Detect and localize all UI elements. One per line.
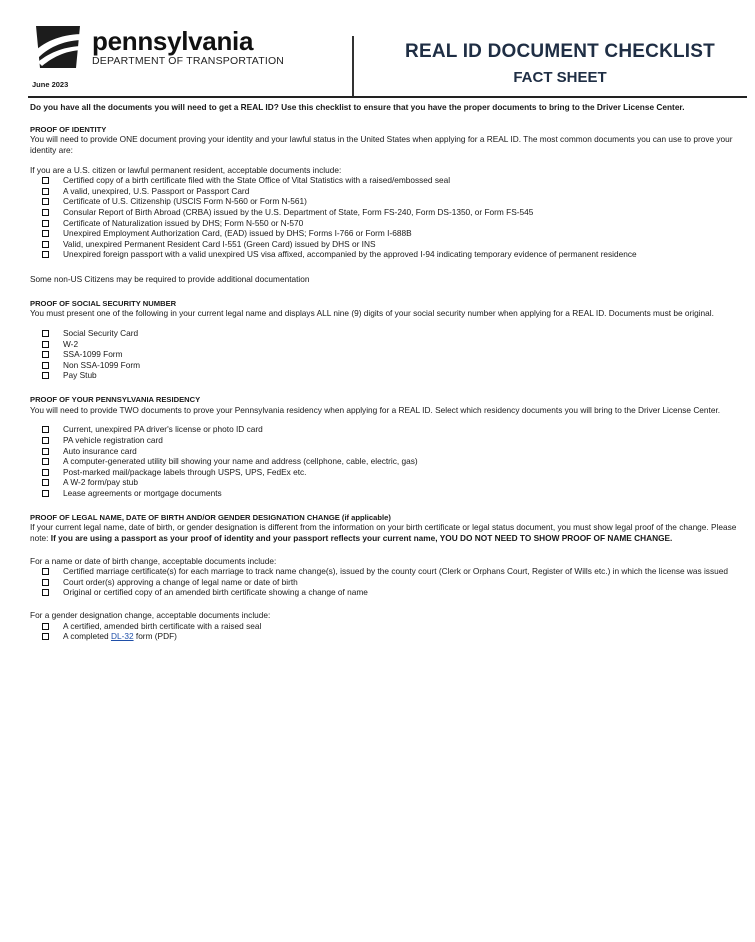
checklist-item: Unexpired Employment Authorization Card, (EAD) issued by DHS; Forms I-766 or Form I-688B (42, 228, 747, 239)
checklist-item: Original or certified copy of an amended birth certificate showing a change of name (42, 587, 747, 598)
checkbox-icon[interactable] (42, 188, 49, 195)
checkbox-icon[interactable] (42, 490, 49, 497)
section-change (30, 513, 747, 642)
document-subtitle: FACT SHEET (513, 69, 607, 87)
section-residency (30, 395, 747, 499)
checkbox-icon[interactable] (42, 362, 49, 369)
checkbox-icon[interactable] (42, 623, 49, 630)
checkbox-icon[interactable] (42, 351, 49, 358)
section-description: You will need to provide ONE document proving your identity and your lawful status in the United States when applying for a REAL ID. The most common documents you can use to prove your identity are: (30, 134, 733, 155)
checkbox-icon[interactable] (42, 230, 49, 237)
checklist-item: Certified marriage certificate(s) for each marriage to track name change(s), issued by the county court (Clerk or Orphans Court, Register of Wills etc.) in which the license was issued (42, 566, 747, 577)
content (30, 102, 747, 642)
checkbox-icon[interactable] (42, 448, 49, 455)
checklist-item: W-2 (42, 339, 747, 350)
checklist-item: Auto insurance card (42, 446, 747, 457)
checklist-item: A valid, unexpired, U.S. Passport or Passport Card (42, 186, 747, 197)
section-title: PROOF OF SOCIAL SECURITY NUMBER (30, 298, 177, 308)
checkbox-icon[interactable] (42, 209, 49, 216)
checkbox-icon[interactable] (42, 198, 49, 205)
section-description: You must present one of the following in your current legal name and displays ALL nine (9) digits of your social security number when applying for a REAL ID. Documents must be original. (30, 308, 714, 319)
gender-change-checklist (42, 621, 747, 642)
identity-checklist (42, 175, 747, 260)
section-ssn (30, 299, 747, 381)
checklist-item: Unexpired foreign passport with a valid unexpired US visa affixed, accompanied by the approved I-94 indicating temporary evidence of permanent residence (42, 249, 747, 260)
section-title: PROOF OF LEGAL NAME, DATE OF BIRTH AND/OR GENDER DESIGNATION CHANGE (if applicable) (30, 512, 391, 522)
ssn-checklist (42, 328, 747, 381)
document-title-block (370, 40, 750, 88)
checkbox-icon[interactable] (42, 177, 49, 184)
checkbox-icon[interactable] (42, 426, 49, 433)
checklist-item: Lease agreements or mortgage documents (42, 488, 747, 499)
brand-department: DEPARTMENT OF TRANSPORTATION (92, 55, 285, 67)
checklist-item: A W-2 form/pay stub (42, 477, 747, 488)
residency-checklist (42, 424, 747, 498)
section-title: PROOF OF IDENTITY (30, 124, 107, 134)
brand (92, 28, 284, 68)
checkbox-icon[interactable] (42, 251, 49, 258)
checkbox-icon[interactable] (42, 220, 49, 227)
checklist-item: Valid, unexpired Permanent Resident Card I-551 (Green Card) issued by DHS or INS (42, 239, 747, 250)
checklist-item: A completed DL-32 form (PDF) (42, 631, 747, 642)
checklist-item: Court order(s) approving a change of legal name or date of birth (42, 577, 747, 588)
header-rule (28, 96, 747, 98)
section-identity (30, 125, 747, 285)
identity-note: Some non-US Citizens may be required to provide additional documentation (30, 274, 310, 285)
list-lead: If you are a U.S. citizen or lawful permanent resident, acceptable documents include: (30, 164, 342, 175)
checkbox-icon[interactable] (42, 341, 49, 348)
section-description: If your current legal name, date of birth, or gender designation is different from the information on your birth certificate or legal status document, you must show legal proof of the change. Please note: If you are using a passport as your proof of identity and your passport reflects your current name, YOU DO NOT NEED TO SHOW PROOF OF NAME CHANGE. (30, 522, 737, 543)
checkbox-icon[interactable] (42, 437, 49, 444)
checkbox-icon[interactable] (42, 241, 49, 248)
checklist-item: Certificate of U.S. Citizenship (USCIS Form N-560 or Form N-561) (42, 196, 747, 207)
section-description: You will need to provide TWO documents to prove your Pennsylvania residency when applying for a REAL ID. Select which residency documents you will bring to the Driver License Center. (30, 404, 721, 415)
checklist-item: Certified copy of a birth certificate filed with the State Office of Vital Statistics with a raised/embossed seal (42, 175, 747, 186)
checkbox-icon[interactable] (42, 589, 49, 596)
checklist-item: SSA-1099 Form (42, 349, 747, 360)
checklist-item: Certificate of Naturalization issued by DHS; Form N-550 or N-570 (42, 218, 747, 229)
checklist-item: A certified, amended birth certificate with a raised seal (42, 621, 747, 632)
brand-name: pennsylvania (92, 26, 254, 56)
intro-text: Do you have all the documents you will need to get a REAL ID? Use this checklist to ensure that you have the proper documents to bring to the Driver License Center. (30, 102, 685, 112)
checklist-item: PA vehicle registration card (42, 435, 747, 446)
checklist-item: A computer-generated utility bill showing your name and address (cellphone, cable, electric, gas) (42, 456, 747, 467)
keystone-logo-icon (30, 22, 86, 70)
section-title: PROOF OF YOUR PENNSYLVANIA RESIDENCY (30, 395, 201, 405)
checkbox-icon[interactable] (42, 372, 49, 379)
checklist-item: Non SSA-1099 Form (42, 360, 747, 371)
dl-32-form-link[interactable]: DL-32 (110, 631, 134, 642)
checklist-item: Post-marked mail/package labels through USPS, UPS, FedEx etc. (42, 467, 747, 478)
checklist-item: Social Security Card (42, 328, 747, 339)
list-lead: For a gender designation change, acceptable documents include: (30, 609, 271, 620)
checkbox-icon[interactable] (42, 469, 49, 476)
checkbox-icon[interactable] (42, 458, 49, 465)
checklist-item: Consular Report of Birth Abroad (CRBA) issued by the U.S. Department of State, Form FS-240, Form DS-1350, or Form FS-545 (42, 207, 747, 218)
list-lead: For a name or date of birth change, acceptable documents include: (30, 555, 277, 566)
name-change-checklist (42, 566, 747, 598)
checklist-item: Pay Stub (42, 370, 747, 381)
checkbox-icon[interactable] (42, 330, 49, 337)
checkbox-icon[interactable] (42, 479, 49, 486)
header (30, 8, 747, 94)
checkbox-icon[interactable] (42, 568, 49, 575)
issue-date: June 2023 (32, 80, 69, 89)
document-title: REAL ID DOCUMENT CHECKLIST (405, 41, 715, 62)
checkbox-icon[interactable] (42, 633, 49, 640)
checkbox-icon[interactable] (42, 579, 49, 586)
header-divider (352, 36, 354, 96)
checklist-item: Current, unexpired PA driver's license or photo ID card (42, 424, 747, 435)
